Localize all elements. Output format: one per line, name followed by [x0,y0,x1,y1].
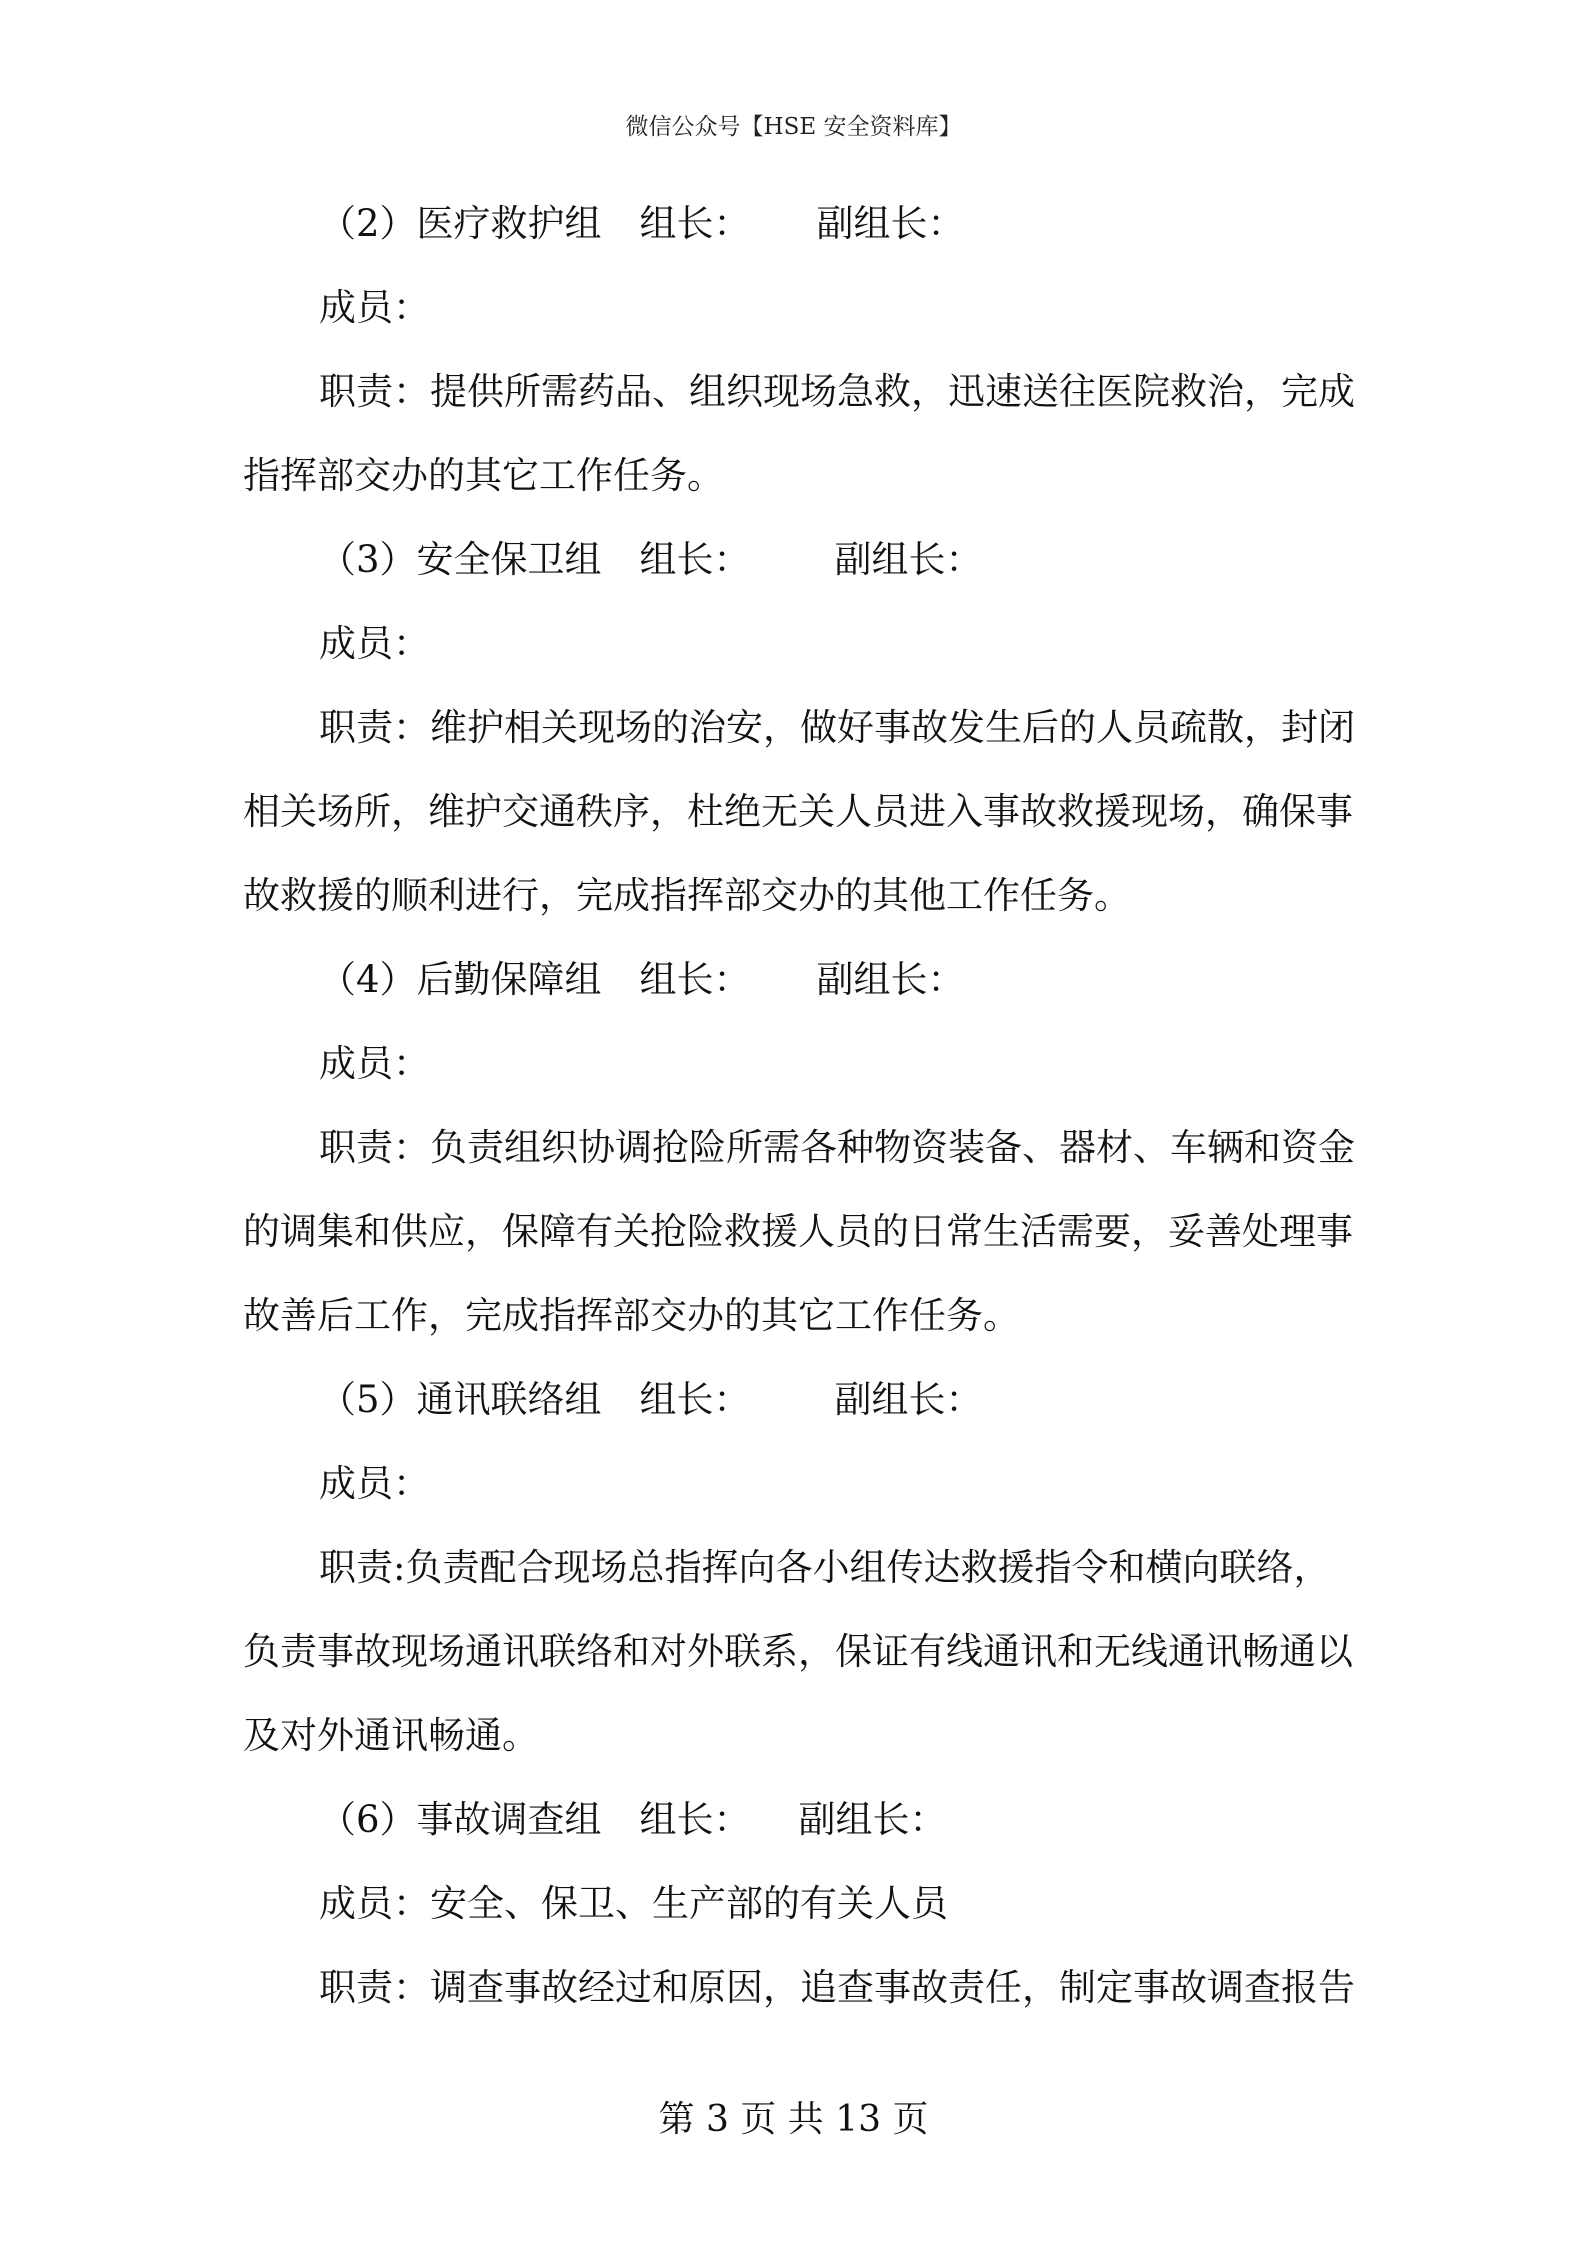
group-title: （6）事故调查组 [319,1798,602,1841]
members-line: 成员：安全、保卫、生产部的有关人员 [319,1882,948,1925]
group-heading [319,1794,947,1846]
deputy-label: 副组长： [798,1798,947,1841]
leader-label: 组长： [639,958,751,1001]
page-header: 微信公众号【HSE 安全资料库】 [625,114,962,140]
deputy-label: 副组长： [816,958,965,1001]
group-heading [319,954,965,1006]
group-heading [319,534,983,586]
leader-label: 组长： [639,1798,751,1841]
leader-label: 组长： [639,538,751,581]
page-number: 第 3 页 共 13 页 [658,2099,929,2140]
group-title: （4）后勤保障组 [319,958,602,1001]
duty-line: 职责：负责组织协调抢险所需各种物资装备、器材、车辆和资金 [319,1126,1355,1169]
duty-line: 负责事故现场通讯联络和对外联系，保证有线通讯和无线通讯畅通以 [243,1630,1353,1673]
group-title: （3）安全保卫组 [319,538,602,581]
duty-line: 职责：提供所需药品、组织现场急救，迅速送往医院救治，完成 [319,370,1355,413]
members-line: 成员： [319,286,430,329]
group-heading [319,1374,983,1426]
group-title: （2）医疗救护组 [319,202,602,245]
members-line: 成员： [319,1042,430,1085]
leader-label: 组长： [639,1378,751,1421]
deputy-label: 副组长： [834,538,983,581]
duty-line: 职责：调查事故经过和原因，追查事故责任，制定事故调查报告 [319,1966,1355,2009]
duty-line: 指挥部交办的其它工作任务。 [243,454,724,497]
duty-line: 故救援的顺利进行，完成指挥部交办的其他工作任务。 [243,874,1131,917]
duty-line: 相关场所，维护交通秩序，杜绝无关人员进入事故救援现场，确保事 [243,790,1353,833]
group-heading [319,198,965,250]
duty-line: 职责:负责配合现场总指挥向各小组传达救援指令和横向联络， [319,1546,1331,1589]
members-line: 成员： [319,622,430,665]
members-line: 成员： [319,1462,430,1505]
leader-label: 组长： [639,202,751,245]
group-title: （5）通讯联络组 [319,1378,602,1421]
duty-line: 故善后工作，完成指挥部交办的其它工作任务。 [243,1294,1020,1337]
deputy-label: 副组长： [834,1378,983,1421]
deputy-label: 副组长： [816,202,965,245]
duty-line: 及对外通讯畅通。 [243,1714,539,1757]
duty-line: 职责：维护相关现场的治安，做好事故发生后的人员疏散，封闭 [319,706,1355,749]
duty-line: 的调集和供应，保障有关抢险救援人员的日常生活需要，妥善处理事 [243,1210,1353,1253]
